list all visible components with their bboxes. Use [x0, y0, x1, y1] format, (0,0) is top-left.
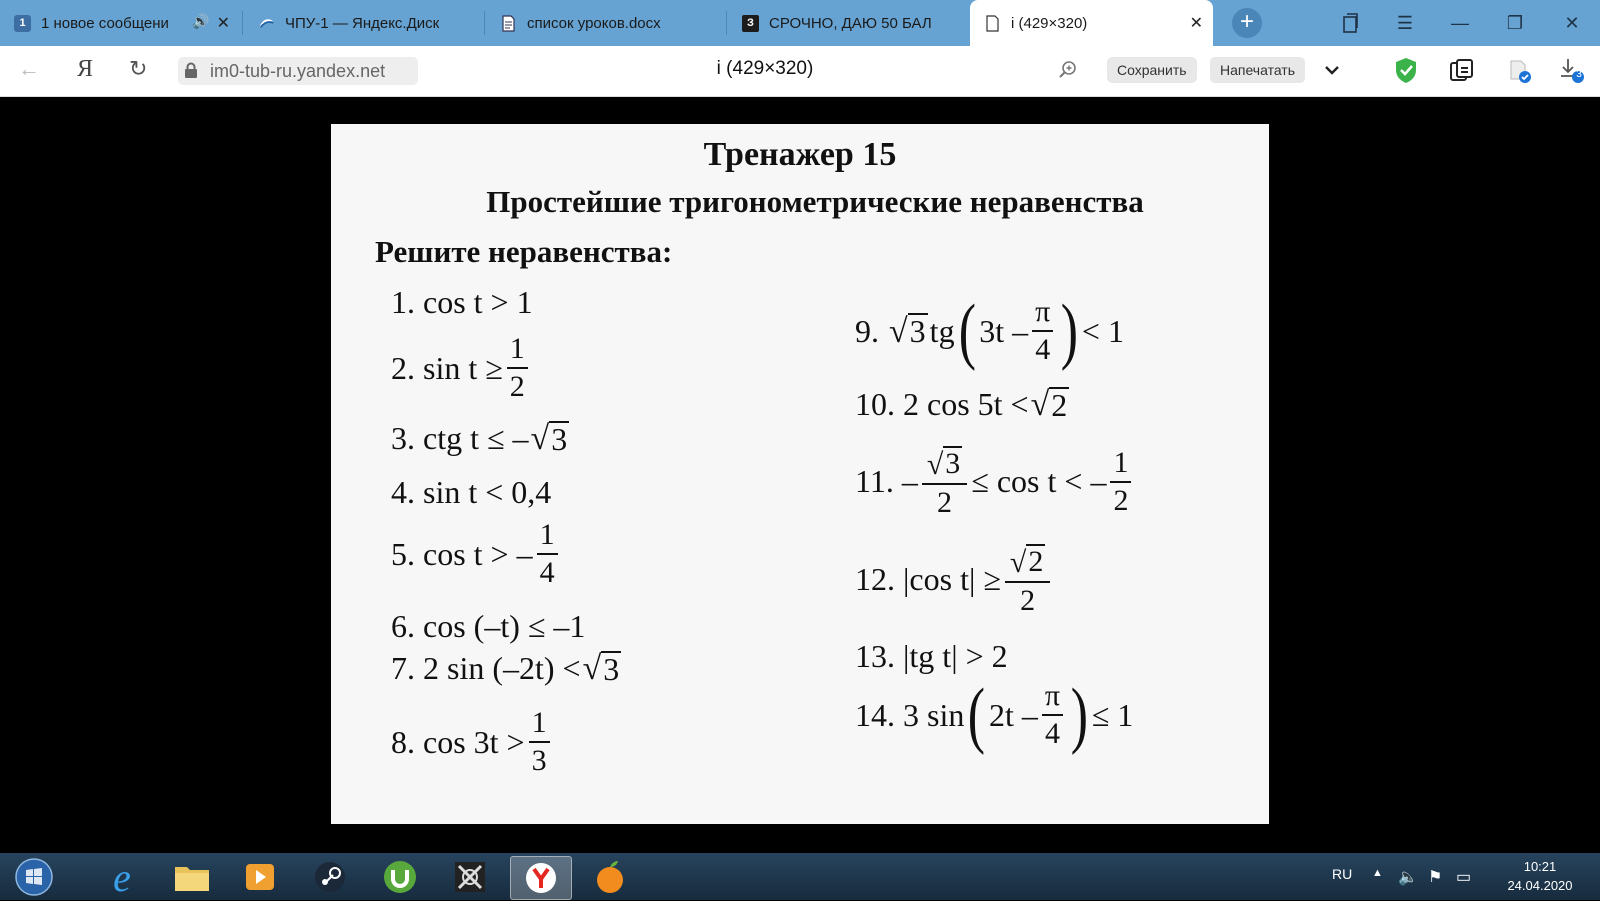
image-content — [331, 124, 1269, 824]
fraction — [1042, 681, 1063, 749]
page-title: i (429×320) — [716, 58, 814, 79]
denominator: 2 — [1113, 483, 1129, 517]
left-paren: ( — [968, 674, 986, 756]
denominator: 2 — [509, 370, 525, 403]
minimize-icon[interactable]: — — [1451, 12, 1469, 33]
numerator: π — [1042, 681, 1063, 716]
problem-expression: ctg t ≤ – — [423, 420, 529, 456]
problem-10 — [855, 386, 1071, 423]
fraction — [1110, 445, 1131, 517]
problem-expression: cos t > – — [423, 535, 533, 572]
problem-number: 12. — [855, 561, 895, 598]
tab-yandex-disk[interactable] — [244, 0, 484, 46]
function-name: tg — [929, 312, 955, 349]
denominator: 4 — [1044, 717, 1060, 750]
problem-4 — [391, 474, 551, 511]
denominator: 4 — [539, 556, 555, 589]
problem-number: 13. — [855, 638, 895, 674]
clock-time: 10:21 — [1523, 859, 1557, 874]
right-paren: ) — [1070, 674, 1089, 756]
rhs: ≤ 1 — [1091, 696, 1134, 733]
yandex-icon[interactable]: Я — [77, 56, 94, 82]
problem-number: 5. — [391, 535, 415, 572]
problem-expression: 2 sin (–2t) < — [423, 650, 581, 686]
problem-7 — [391, 650, 623, 687]
problem-expression: |tg t| > 2 — [903, 638, 1008, 674]
utorrent-icon[interactable] — [370, 856, 430, 898]
volume-icon[interactable]: 🔈 — [1398, 869, 1418, 886]
tab-docx[interactable] — [486, 0, 726, 46]
tab-title: 1 новое сообщени — [41, 14, 169, 32]
reload-icon[interactable]: ↻ — [129, 56, 148, 81]
numerator: 1 — [1110, 448, 1131, 483]
internet-explorer-icon[interactable]: e — [113, 854, 131, 900]
downloads-icon[interactable] — [1558, 56, 1586, 84]
problem-number: 1. — [391, 284, 415, 320]
clock[interactable] — [1500, 857, 1580, 895]
fraction — [1032, 297, 1053, 365]
problem-expression: sin t ≥ — [423, 349, 503, 386]
problem-9 — [855, 290, 1124, 372]
problem-number: 8. — [391, 723, 415, 760]
problem-6 — [391, 608, 585, 645]
problem-number: 9. — [855, 312, 879, 349]
lock-icon — [184, 62, 198, 78]
radicand: 2 — [1028, 545, 1044, 578]
minus-sign: – — [901, 463, 918, 500]
left-paren: ( — [958, 290, 976, 372]
problem-number: 6. — [391, 608, 415, 644]
inner-expression: 2t – — [989, 696, 1038, 733]
flag-icon[interactable]: ⚑ — [1428, 869, 1443, 886]
problem-number: 11. — [855, 463, 894, 500]
print-button[interactable]: Напечатать — [1210, 57, 1305, 83]
rhs: < 1 — [1081, 312, 1124, 349]
problem-5 — [391, 520, 562, 588]
url-field[interactable] — [178, 57, 418, 85]
close-icon[interactable]: ✕ — [1189, 15, 1203, 32]
sqrt: √ 2 — [1030, 386, 1068, 424]
close-icon[interactable]: ✕ — [216, 15, 230, 32]
fraction — [1005, 544, 1050, 616]
radicand: 3 — [909, 313, 926, 350]
clock-date: 24.04.2020 — [1507, 878, 1573, 893]
fraction — [537, 520, 558, 588]
fraction — [922, 446, 967, 518]
problem-expression: sin t < 0,4 — [423, 474, 552, 510]
denominator: 4 — [1035, 333, 1051, 366]
url-text: im0-tub-ru.yandex.net — [210, 60, 386, 81]
steam-icon[interactable] — [300, 856, 360, 898]
tab-divider — [726, 11, 727, 35]
zoom-icon[interactable] — [1054, 56, 1082, 84]
shield-icon[interactable] — [1392, 56, 1420, 84]
tabs-collection-icon[interactable] — [1330, 0, 1370, 46]
numerator: 1 — [529, 708, 550, 743]
document-title: Тренажер 15 — [703, 136, 897, 173]
tab-title: i (429×320) — [1011, 14, 1088, 32]
problem-13 — [855, 638, 1008, 675]
game-icon[interactable] — [440, 856, 500, 898]
right-paren: ) — [1060, 290, 1079, 372]
problem-number: 14. — [855, 696, 895, 733]
tab-strip — [0, 0, 1600, 46]
file-explorer-icon[interactable] — [162, 856, 222, 898]
problem-3 — [391, 420, 571, 457]
language-indicator[interactable]: RU — [1332, 866, 1353, 882]
tab-divider — [242, 11, 243, 35]
collections-icon[interactable] — [1448, 56, 1476, 84]
address-bar — [0, 46, 1600, 97]
yandex-disk-icon — [258, 15, 275, 32]
save-button[interactable]: Сохранить — [1107, 57, 1197, 83]
fl-studio-icon[interactable] — [580, 856, 640, 898]
problem-number: 4. — [391, 474, 415, 510]
new-tab-button[interactable]: + — [1232, 8, 1262, 38]
fraction — [529, 708, 550, 776]
vk-icon: 1 — [14, 15, 31, 32]
sqrt: √ 3 — [889, 312, 926, 350]
numerator: √ 3 — [922, 446, 967, 485]
problem-8 — [391, 708, 554, 776]
problem-expression: 3 sin — [903, 696, 965, 733]
sqrt: √ 3 — [530, 420, 568, 458]
znanija-icon: З — [742, 15, 759, 32]
numerator: √ 2 — [1005, 544, 1050, 583]
tab-title: СРОЧНО, ДАЮ 50 БАЛ — [769, 14, 932, 32]
downloads-count: 3 — [1576, 69, 1582, 80]
problem-expression: cos t > 1 — [423, 284, 533, 320]
problem-2 — [391, 334, 532, 402]
close-window-icon[interactable]: ✕ — [1564, 12, 1580, 33]
problem-14 — [855, 674, 1134, 756]
middle-expression: ≤ cos t < – — [971, 463, 1107, 500]
yandex-browser-icon[interactable] — [510, 856, 572, 900]
tab-title: ЧПУ-1 — Яндекс.Диск — [285, 14, 440, 32]
problem-1 — [391, 284, 533, 321]
numerator: π — [1032, 297, 1053, 332]
tab-title: список уроков.docx — [527, 14, 661, 32]
network-icon[interactable]: ▭ — [1456, 869, 1472, 886]
menu-icon[interactable]: ☰ — [1396, 12, 1414, 33]
chevron-down-icon[interactable] — [1318, 56, 1346, 84]
denominator: 2 — [1020, 583, 1036, 617]
document-instruction: Решите неравенства: — [375, 234, 673, 269]
inner-expression: 3t – — [979, 312, 1029, 349]
media-player-icon[interactable] — [230, 856, 290, 898]
problem-expression: |cos t| ≥ — [903, 561, 1001, 598]
problem-expression: cos (–t) ≤ –1 — [423, 608, 586, 644]
numerator: 1 — [537, 520, 558, 555]
sqrt: √ 3 — [582, 650, 620, 688]
back-icon[interactable]: ← — [18, 56, 40, 81]
denominator: 3 — [531, 744, 547, 777]
problem-12 — [855, 544, 1054, 616]
problem-11 — [855, 446, 1135, 518]
page-icon — [984, 15, 1001, 32]
tab-vk[interactable] — [0, 0, 240, 46]
denominator: 2 — [937, 485, 953, 519]
tab-image-active[interactable] — [970, 0, 1213, 46]
fraction — [507, 334, 528, 402]
taskbar — [0, 853, 1600, 900]
start-orb[interactable] — [4, 856, 64, 898]
radicand: 3 — [603, 650, 620, 687]
problem-expression: cos 3t > — [423, 723, 525, 760]
problem-number: 10. — [855, 386, 895, 422]
tab-znanija[interactable] — [728, 0, 968, 46]
radicand: 2 — [1051, 386, 1068, 423]
tab-divider — [484, 11, 485, 35]
problem-number: 2. — [391, 349, 415, 386]
extension-icon[interactable] — [1504, 56, 1532, 84]
numerator: 1 — [507, 334, 528, 369]
problem-number: 3. — [391, 420, 415, 456]
show-hidden-icons[interactable]: ▲ — [1372, 867, 1383, 879]
restore-icon[interactable]: ❐ — [1506, 12, 1524, 33]
radicand: 3 — [551, 420, 568, 457]
problem-expression: 2 cos 5t < — [903, 386, 1029, 422]
radicand: 3 — [945, 447, 961, 480]
document-subtitle: Простейшие тригонометрические неравенства — [486, 184, 1144, 219]
speaker-icon[interactable]: 🔊 — [192, 13, 210, 29]
problem-number: 7. — [391, 650, 415, 686]
document-icon — [500, 15, 517, 32]
